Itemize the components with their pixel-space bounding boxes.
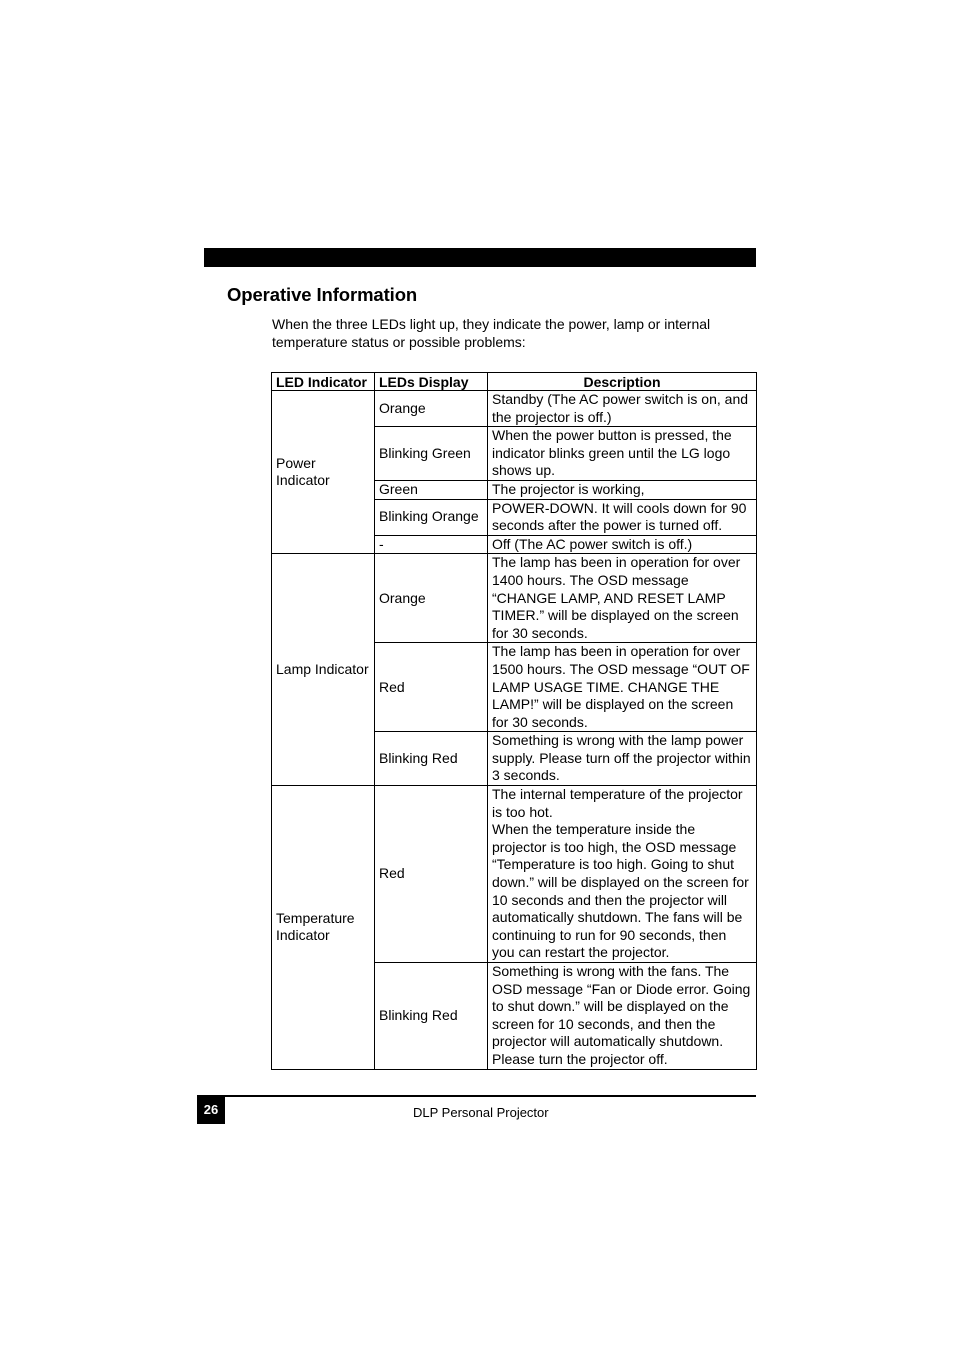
footer-title: DLP Personal Projector bbox=[413, 1105, 549, 1120]
section-title: Operative Information bbox=[227, 284, 418, 305]
header-bar bbox=[204, 248, 756, 267]
page-number: 26 bbox=[197, 1095, 225, 1124]
temperature-indicator-cell: Temperature Indicator bbox=[272, 786, 375, 1070]
display-cell: Red bbox=[375, 643, 488, 732]
header-leds-display: LEDs Display bbox=[375, 373, 488, 391]
table-row bbox=[272, 391, 757, 427]
display-cell: Blinking Orange bbox=[375, 499, 488, 535]
description-cell: The lamp has been in operation for over 1500 hours. The OSD message “OUT OF LAMP USAGE TIME. CHANGE THE LAMP!” will be displayed on the screen for 30 seconds. bbox=[488, 643, 757, 732]
led-indicator-table bbox=[271, 372, 757, 1070]
display-cell: - bbox=[375, 535, 488, 554]
intro-paragraph: When the three LEDs light up, they indicate the power, lamp or internal temperature status or possible problems: bbox=[272, 316, 711, 350]
display-cell: Orange bbox=[375, 391, 488, 427]
description-cell: The projector is working, bbox=[488, 480, 757, 499]
description-cell: Standby (The AC power switch is on, and the projector is off.) bbox=[488, 391, 757, 427]
table-row bbox=[272, 786, 757, 963]
description-cell: Something is wrong with the fans. The OSD message “Fan or Diode error. Going to shut down.” will be displayed on the screen for 10 seconds, and then the projector will automatically shutdown. Please turn the projector off. bbox=[488, 963, 757, 1070]
header-description: Description bbox=[488, 373, 757, 391]
display-cell: Blinking Red bbox=[375, 963, 488, 1070]
display-cell: Orange bbox=[375, 554, 488, 643]
table-row bbox=[272, 554, 757, 643]
description-cell: Something is wrong with the lamp power supply. Please turn off the projector within 3 seconds. bbox=[488, 732, 757, 786]
table-header-row bbox=[272, 373, 757, 391]
power-indicator-cell: Power Indicator bbox=[272, 391, 375, 554]
description-line: When the temperature inside the projector is too high, the OSD message “Temperature is too high. Going to shut down.” will be displayed on the screen for 10 seconds and then the projector will automatically shutdown. The fans will be continuing to run for 90 seconds, then you can restart the projector. bbox=[492, 821, 749, 961]
display-cell: Blinking Green bbox=[375, 427, 488, 481]
description-cell: When the power button is pressed, the indicator blinks green until the LG logo shows up. bbox=[488, 427, 757, 481]
description-line: The internal temperature of the projector is too hot. bbox=[492, 786, 743, 820]
description-cell: The lamp has been in operation for over 1400 hours. The OSD message “CHANGE LAMP, AND RESET LAMP TIMER.” will be displayed on the screen for 30 seconds. bbox=[488, 554, 757, 643]
display-cell: Green bbox=[375, 480, 488, 499]
footer-rule bbox=[204, 1095, 756, 1097]
description-cell: Off (The AC power switch is off.) bbox=[488, 535, 757, 554]
display-cell: Red bbox=[375, 786, 488, 963]
lamp-indicator-cell: Lamp Indicator bbox=[272, 554, 375, 786]
description-cell bbox=[488, 786, 757, 963]
display-cell: Blinking Red bbox=[375, 732, 488, 786]
description-cell: POWER-DOWN. It will cools down for 90 seconds after the power is turned off. bbox=[488, 499, 757, 535]
header-led-indicator: LED Indicator bbox=[272, 373, 375, 391]
